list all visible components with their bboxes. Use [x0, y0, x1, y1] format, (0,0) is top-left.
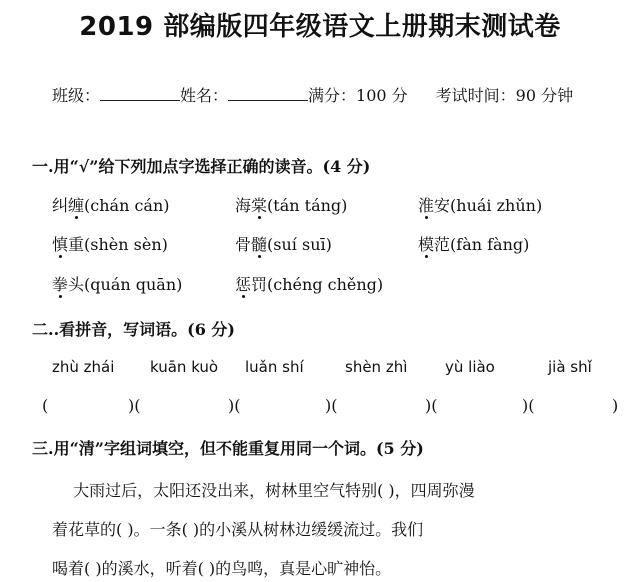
- reading-item: 惩罚(chéng chěng): [235, 275, 384, 294]
- answer-paren: )(: [522, 396, 535, 415]
- name-label: 姓名：: [180, 86, 229, 105]
- answer-paren: )(: [128, 396, 141, 415]
- fill-paragraph-line: 着花草的( )。一条( )的小溪从树林边缓缓流过。我们: [52, 520, 424, 539]
- reading-item: 海棠(tán táng): [235, 196, 348, 215]
- reading-item: 拳头(quán quān): [52, 275, 183, 294]
- answer-paren: )(: [425, 396, 438, 415]
- answer-paren: )(: [325, 396, 338, 415]
- class-label: 班级：: [52, 86, 101, 105]
- reading-item: 慎重(shèn sèn): [52, 235, 168, 254]
- answer-paren: (: [42, 396, 49, 415]
- class-blank[interactable]: [100, 86, 180, 101]
- reading-item: 纠缠(chán cán): [52, 196, 170, 215]
- answer-paren: )(: [228, 396, 241, 415]
- answer-paren: ): [612, 396, 619, 415]
- page-title: 2019 部编版四年级语文上册期末测试卷: [79, 12, 561, 42]
- pinyin-item: jià shǐ: [548, 358, 592, 376]
- full-score: 满分：100 分: [308, 86, 408, 105]
- pinyin-item: kuān kuò: [150, 358, 219, 376]
- section-2-heading: 二..看拼音，写词语。(6 分): [32, 320, 235, 339]
- reading-item: 骨髓(suí suī): [235, 235, 332, 254]
- reading-item: 模范(fàn fàng): [418, 235, 530, 254]
- pinyin-item: luǎn shí: [245, 358, 304, 376]
- section-1-heading: 一.用“√”给下列加点字选择正确的读音。(4 分): [32, 157, 371, 176]
- pinyin-item: shèn zhì: [345, 358, 408, 376]
- student-info-line: [52, 83, 573, 106]
- pinyin-item: yù liào: [445, 358, 495, 376]
- fill-paragraph-line: 大雨过后，太阳还没出来，树林里空气特别( )，四周弥漫: [52, 481, 475, 500]
- reading-item: 淮安(huái zhǔn): [418, 196, 543, 215]
- pinyin-item: zhù zhái: [52, 358, 115, 376]
- section-3-heading: 三.用“清”字组词填空，但不能重复用同一个词。(5 分): [32, 439, 424, 458]
- name-blank[interactable]: [228, 86, 308, 101]
- fill-paragraph-line: 喝着( )的溪水，听着( )的鸟鸣，真是心旷神怡。: [52, 559, 392, 578]
- exam-time: 考试时间：90 分钟: [435, 86, 574, 105]
